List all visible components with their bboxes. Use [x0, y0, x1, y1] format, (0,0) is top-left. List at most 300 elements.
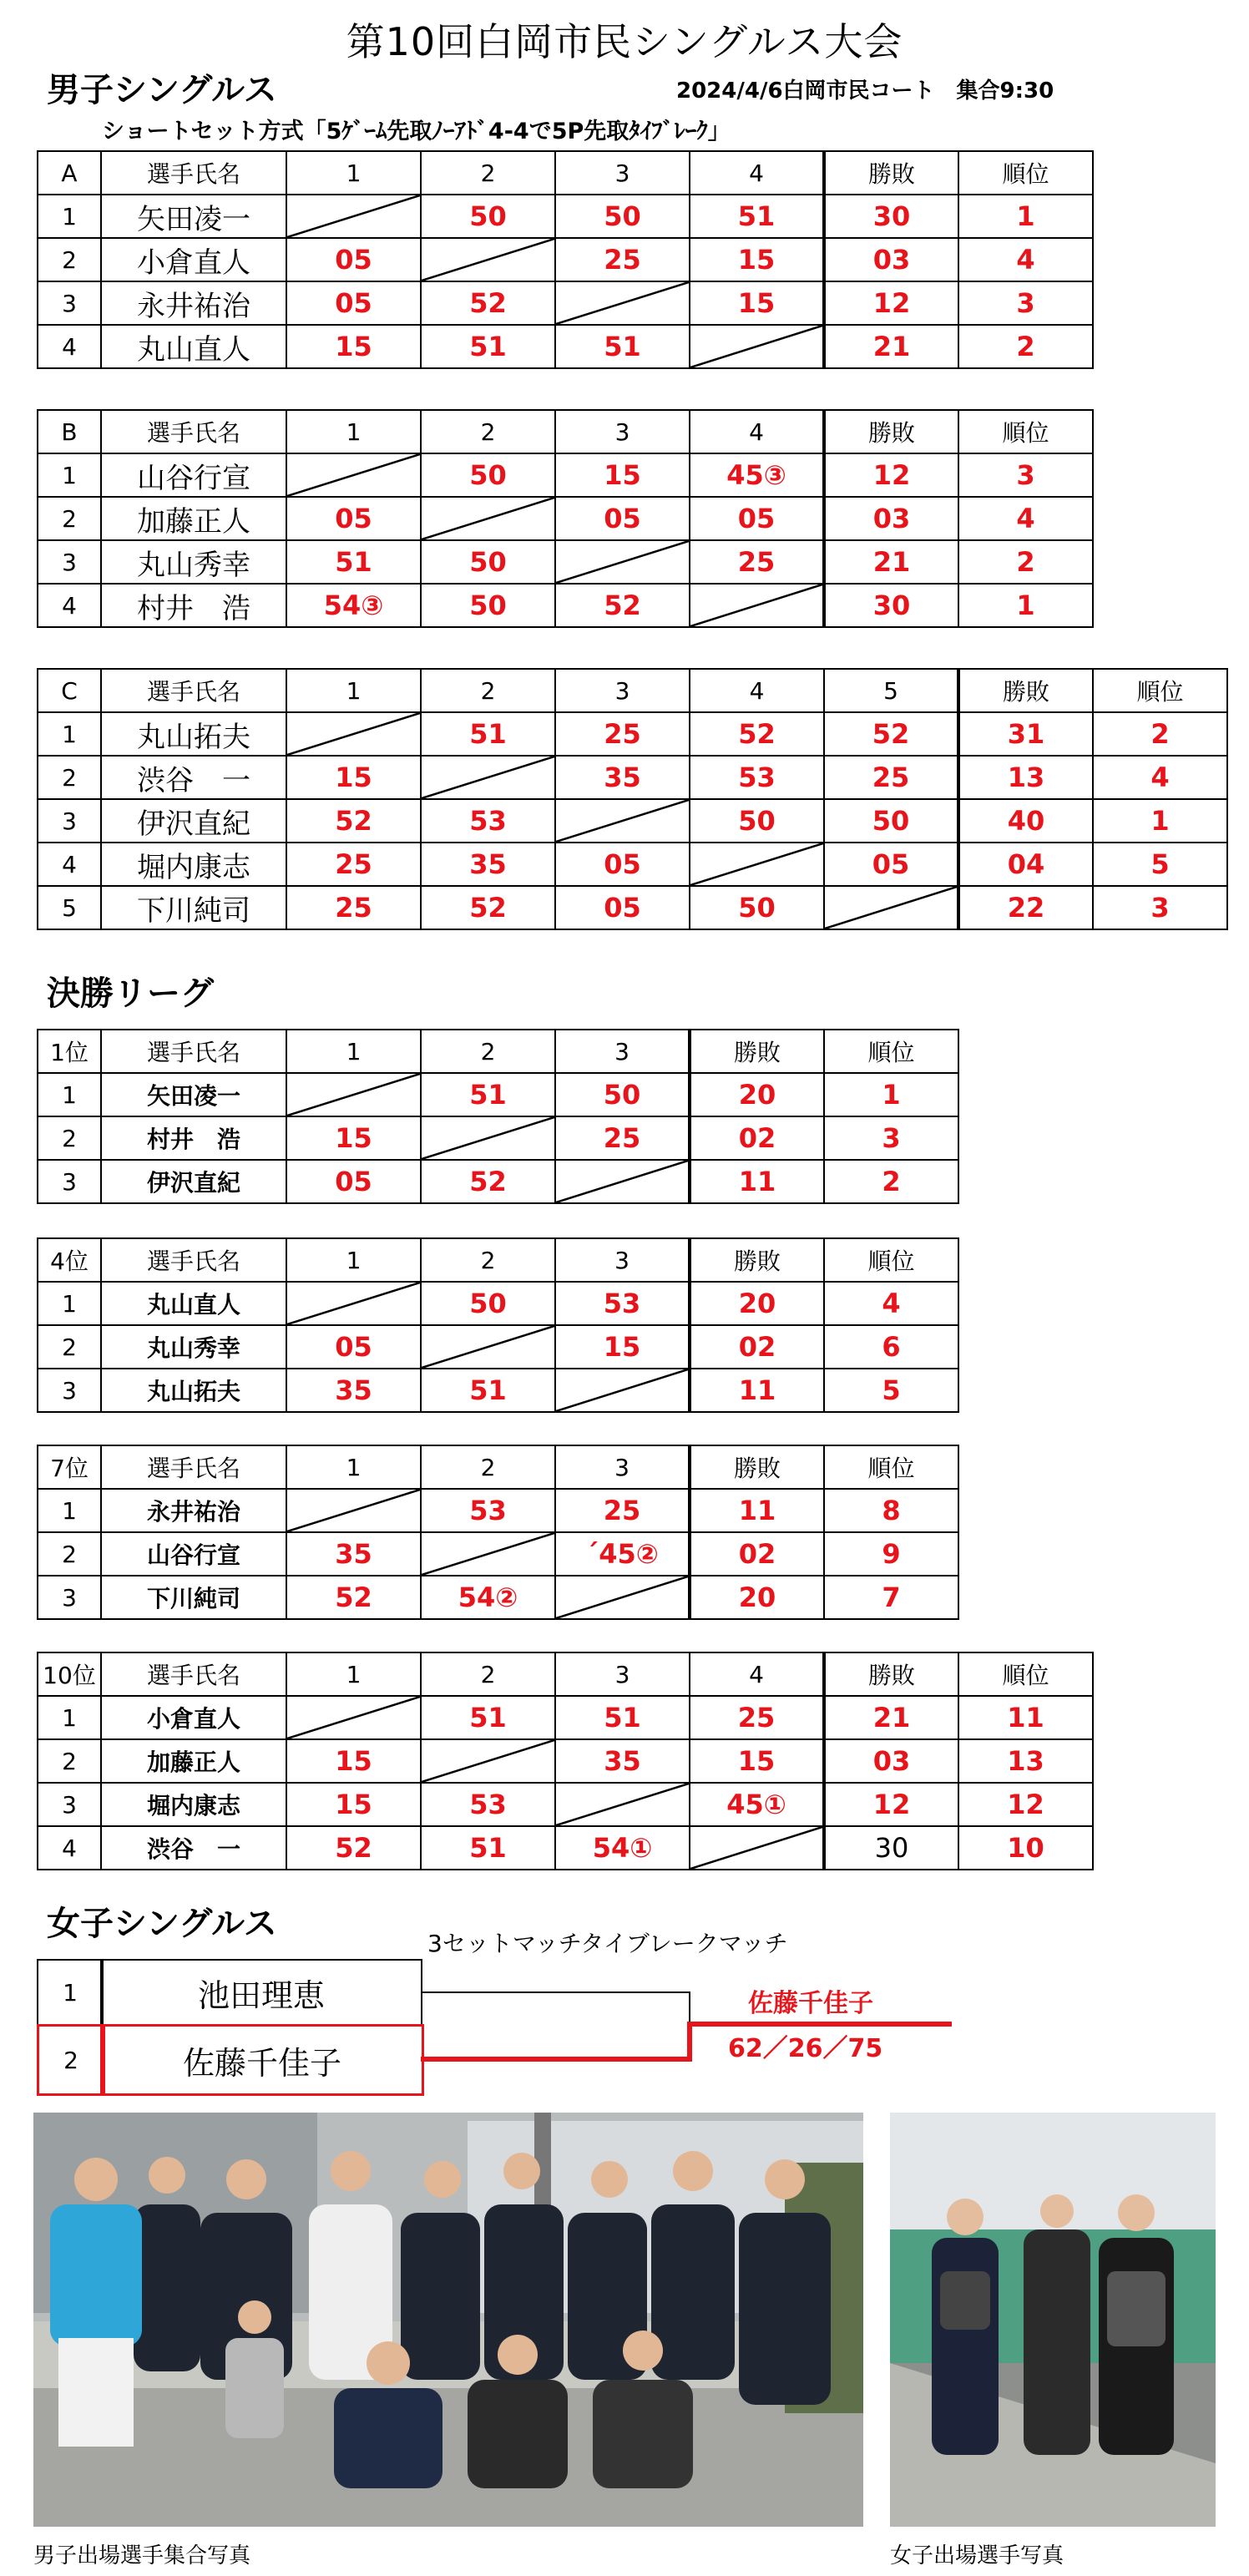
- match-score: 52: [286, 1576, 421, 1619]
- match-score: 50: [555, 1073, 690, 1116]
- match-score: 50: [421, 584, 555, 627]
- rank: 1: [1093, 799, 1227, 843]
- match-score: 15: [286, 1783, 421, 1826]
- player-number: 1: [38, 712, 101, 756]
- column-header: 勝敗: [690, 1445, 824, 1489]
- column-header: 1: [286, 1652, 421, 1696]
- match-score: 50: [421, 453, 555, 497]
- rank: 5: [1093, 843, 1227, 886]
- column-header: 選手氏名: [101, 1652, 286, 1696]
- match-score: 54①: [555, 1826, 690, 1870]
- player-name: 小倉直人: [101, 238, 286, 281]
- rank: 1: [958, 584, 1093, 627]
- rank: 4: [824, 1282, 958, 1325]
- player-number: 4: [38, 325, 101, 368]
- column-header: 勝敗: [690, 1030, 824, 1073]
- match-score: 51: [286, 540, 421, 584]
- match-score: 52: [824, 712, 958, 756]
- player-number: 1: [38, 453, 101, 497]
- player-name: 丸山秀幸: [101, 1325, 286, 1369]
- player-name: 山谷行宣: [101, 1532, 286, 1576]
- rank: 2: [958, 325, 1093, 368]
- format-note: ショートセット方式「5ｹﾞｰﾑ先取ﾉｰｱﾄﾞ4-4で5P先取ﾀｲﾌﾞﾚｰｸ」: [102, 119, 731, 144]
- match-score: 51: [421, 712, 555, 756]
- self-match-cell: [555, 1369, 690, 1412]
- win-loss: 11: [690, 1489, 824, 1532]
- women-format-note: 3セットマッチタイブレークマッチ: [427, 1930, 788, 1957]
- player-name: 村井 浩: [101, 1116, 286, 1160]
- rank: 10: [958, 1826, 1093, 1870]
- player-name: 永井祐治: [101, 281, 286, 325]
- self-match-cell: [824, 886, 958, 929]
- player-row: [38, 1489, 958, 1532]
- match-score: 15: [690, 281, 824, 325]
- match-score: 45③: [690, 453, 824, 497]
- match-score: 25: [555, 1116, 690, 1160]
- women-winner-name: 佐藤千佳子: [748, 1989, 873, 2018]
- player-number: 3: [38, 799, 101, 843]
- rank: 3: [958, 281, 1093, 325]
- column-header: 3: [555, 1030, 690, 1073]
- player-number: 3: [38, 540, 101, 584]
- column-header: 選手氏名: [101, 151, 286, 195]
- women-player-1-name: 池田理恵: [100, 1959, 422, 2026]
- group-label: 10位: [38, 1652, 101, 1696]
- self-match-cell: [286, 1073, 421, 1116]
- self-match-cell: [286, 1696, 421, 1739]
- self-match-cell: [421, 238, 555, 281]
- player-row: [38, 1160, 958, 1203]
- match-score: 50: [421, 195, 555, 238]
- match-score: 05: [555, 886, 690, 929]
- player-name: 丸山拓夫: [101, 1369, 286, 1412]
- column-header: 3: [555, 669, 690, 712]
- player-name: 小倉直人: [101, 1696, 286, 1739]
- self-match-cell: [421, 1325, 555, 1369]
- bracket-line-upper: [421, 1992, 690, 2022]
- column-header: 選手氏名: [101, 1030, 286, 1073]
- column-header: 1: [286, 410, 421, 453]
- rank: 4: [1093, 756, 1227, 799]
- group-label: 7位: [38, 1445, 101, 1489]
- column-header: 2: [421, 1652, 555, 1696]
- match-score: 51: [421, 1826, 555, 1870]
- rank: 2: [958, 540, 1093, 584]
- rank: 3: [1093, 886, 1227, 929]
- column-header: 順位: [824, 1445, 958, 1489]
- self-match-cell: [555, 799, 690, 843]
- player-number: 1: [38, 195, 101, 238]
- player-row: [38, 325, 1093, 368]
- men-singles-heading: 男子シングルス: [47, 71, 277, 109]
- rank: 2: [1093, 712, 1227, 756]
- player-row: [38, 497, 1093, 540]
- match-score: 15: [286, 756, 421, 799]
- player-name: 村井 浩: [101, 584, 286, 627]
- match-score: 15: [286, 1116, 421, 1160]
- player-row: [38, 453, 1093, 497]
- rank: 2: [824, 1160, 958, 1203]
- column-header: 4: [690, 669, 824, 712]
- player-number: 4: [38, 584, 101, 627]
- match-score: 50: [555, 195, 690, 238]
- column-header: 1: [286, 669, 421, 712]
- rank: 13: [958, 1739, 1093, 1783]
- player-row: [38, 1826, 1093, 1870]
- match-score: 53: [690, 756, 824, 799]
- group-label: 4位: [38, 1238, 101, 1282]
- win-loss: 13: [958, 756, 1093, 799]
- player-row: [38, 799, 1227, 843]
- player-name: 下川純司: [101, 886, 286, 929]
- match-score: 25: [824, 756, 958, 799]
- women-photo: [890, 2113, 1216, 2527]
- match-score: 53: [555, 1282, 690, 1325]
- rank: 1: [824, 1073, 958, 1116]
- win-loss: 40: [958, 799, 1093, 843]
- match-score: 35: [286, 1369, 421, 1412]
- match-score: 51: [555, 1696, 690, 1739]
- player-name: 渋谷 一: [101, 756, 286, 799]
- player-name: 矢田凌一: [101, 195, 286, 238]
- self-match-cell: [286, 453, 421, 497]
- player-name: 丸山直人: [101, 325, 286, 368]
- player-name: 下川純司: [101, 1576, 286, 1619]
- player-row: [38, 886, 1227, 929]
- player-number: 3: [38, 1576, 101, 1619]
- match-score: 54③: [286, 584, 421, 627]
- match-score: ´45②: [555, 1532, 690, 1576]
- player-number: 2: [38, 497, 101, 540]
- player-number: 1: [38, 1696, 101, 1739]
- column-header: 勝敗: [824, 1652, 958, 1696]
- player-number: 5: [38, 886, 101, 929]
- column-header: 選手氏名: [101, 669, 286, 712]
- player-name: 渋谷 一: [101, 1826, 286, 1870]
- player-number: 1: [38, 1073, 101, 1116]
- win-loss: 20: [690, 1282, 824, 1325]
- column-header: 2: [421, 669, 555, 712]
- match-score: 05: [555, 497, 690, 540]
- column-header: 3: [555, 1445, 690, 1489]
- column-header: 勝敗: [690, 1238, 824, 1282]
- group-label: 1位: [38, 1030, 101, 1073]
- rank: 11: [958, 1696, 1093, 1739]
- women-photo-caption: 女子出場選手写真: [890, 2543, 1064, 2568]
- column-header: 選手氏名: [101, 410, 286, 453]
- men-photo-caption: 男子出場選手集合写真: [33, 2543, 251, 2568]
- win-loss: 22: [958, 886, 1093, 929]
- column-header: 勝敗: [824, 410, 958, 453]
- match-score: 51: [421, 1073, 555, 1116]
- player-row: [38, 1282, 958, 1325]
- match-score: 52: [286, 799, 421, 843]
- date-venue-info: 2024/4/6白岡市民コート 集合9:30: [676, 78, 1054, 104]
- player-number: 3: [38, 1160, 101, 1203]
- player-name: 加藤正人: [101, 497, 286, 540]
- rank: 9: [824, 1532, 958, 1576]
- rank: 6: [824, 1325, 958, 1369]
- player-row: [38, 540, 1093, 584]
- self-match-cell: [421, 1532, 555, 1576]
- player-row: [38, 843, 1227, 886]
- match-score: 52: [286, 1826, 421, 1870]
- match-score: 54②: [421, 1576, 555, 1619]
- match-score: 52: [555, 584, 690, 627]
- match-score: 35: [555, 756, 690, 799]
- self-match-cell: [555, 1783, 690, 1826]
- win-loss: 30: [824, 584, 958, 627]
- player-row: [38, 1325, 958, 1369]
- rank: 8: [824, 1489, 958, 1532]
- win-loss: 21: [824, 540, 958, 584]
- player-number: 2: [38, 1116, 101, 1160]
- rank: 3: [824, 1116, 958, 1160]
- match-score: 05: [690, 497, 824, 540]
- player-row: [38, 1696, 1093, 1739]
- column-header: 1: [286, 1238, 421, 1282]
- match-score: 52: [690, 712, 824, 756]
- match-score: 35: [286, 1532, 421, 1576]
- match-score: 15: [555, 453, 690, 497]
- match-score: 53: [421, 1489, 555, 1532]
- win-loss: 03: [824, 497, 958, 540]
- player-row: [38, 756, 1227, 799]
- player-row: [38, 1116, 958, 1160]
- group-label: C: [38, 669, 101, 712]
- match-score: 05: [286, 238, 421, 281]
- self-match-cell: [690, 843, 824, 886]
- column-header: 順位: [824, 1030, 958, 1073]
- match-score: 51: [555, 325, 690, 368]
- self-match-cell: [690, 325, 824, 368]
- column-header: 順位: [958, 1652, 1093, 1696]
- column-header: 3: [555, 1238, 690, 1282]
- player-row: [38, 281, 1093, 325]
- win-loss: 30: [824, 195, 958, 238]
- page-title: 第10回白岡市民シングルス大会: [346, 19, 903, 64]
- rank: 4: [958, 497, 1093, 540]
- win-loss: 12: [824, 453, 958, 497]
- match-score: 25: [286, 843, 421, 886]
- win-loss: 02: [690, 1532, 824, 1576]
- self-match-cell: [286, 195, 421, 238]
- match-score: 53: [421, 1783, 555, 1826]
- match-score: 35: [555, 1739, 690, 1783]
- match-score: 45①: [690, 1783, 824, 1826]
- player-number: 1: [38, 1282, 101, 1325]
- match-score: 05: [824, 843, 958, 886]
- player-number: 3: [38, 1783, 101, 1826]
- column-header: 4: [690, 1652, 824, 1696]
- player-name: 堀内康志: [101, 1783, 286, 1826]
- win-loss: 20: [690, 1576, 824, 1619]
- rank: 12: [958, 1783, 1093, 1826]
- finals-table-3: [37, 1652, 1094, 1870]
- column-header: 順位: [1093, 669, 1227, 712]
- final-league-heading: 決勝リーグ: [47, 974, 214, 1013]
- group-label: A: [38, 151, 101, 195]
- player-name: 加藤正人: [101, 1739, 286, 1783]
- match-score: 51: [690, 195, 824, 238]
- match-score: 51: [421, 325, 555, 368]
- match-score: 25: [555, 238, 690, 281]
- match-score: 25: [555, 712, 690, 756]
- self-match-cell: [690, 584, 824, 627]
- column-header: 順位: [824, 1238, 958, 1282]
- groups-table-1: [37, 409, 1094, 628]
- match-score: 50: [421, 1282, 555, 1325]
- column-header: 2: [421, 1030, 555, 1073]
- column-header: 4: [690, 151, 824, 195]
- column-header: 1: [286, 1445, 421, 1489]
- column-header: 4: [690, 410, 824, 453]
- column-header: 3: [555, 151, 690, 195]
- player-name: 丸山直人: [101, 1282, 286, 1325]
- player-row: [38, 1783, 1093, 1826]
- player-number: 4: [38, 1826, 101, 1870]
- women-player-1-no: 1: [37, 1959, 104, 2026]
- player-row: [38, 1073, 958, 1116]
- finals-table-0: [37, 1029, 959, 1204]
- player-row: [38, 584, 1093, 627]
- player-number: 4: [38, 843, 101, 886]
- player-name: 堀内康志: [101, 843, 286, 886]
- match-score: 15: [286, 325, 421, 368]
- self-match-cell: [286, 712, 421, 756]
- player-number: 2: [38, 1532, 101, 1576]
- rank: 1: [958, 195, 1093, 238]
- self-match-cell: [690, 1826, 824, 1870]
- player-number: 2: [38, 238, 101, 281]
- match-score: 51: [421, 1696, 555, 1739]
- column-header: 2: [421, 1445, 555, 1489]
- player-number: 2: [38, 1739, 101, 1783]
- player-name: 丸山秀幸: [101, 540, 286, 584]
- self-match-cell: [286, 1282, 421, 1325]
- win-loss: 20: [690, 1073, 824, 1116]
- player-row: [38, 1576, 958, 1619]
- player-name: 伊沢直紀: [101, 799, 286, 843]
- win-loss: 03: [824, 1739, 958, 1783]
- match-score: 50: [824, 799, 958, 843]
- match-score: 35: [421, 843, 555, 886]
- column-header: 2: [421, 1238, 555, 1282]
- win-loss: 31: [958, 712, 1093, 756]
- column-header: 1: [286, 1030, 421, 1073]
- match-score: 15: [690, 238, 824, 281]
- column-header: 勝敗: [824, 151, 958, 195]
- finals-table-2: [37, 1445, 959, 1620]
- bracket-lines: [417, 1979, 968, 2088]
- column-header: 3: [555, 410, 690, 453]
- self-match-cell: [421, 1116, 555, 1160]
- match-score: 50: [690, 886, 824, 929]
- match-score: 50: [690, 799, 824, 843]
- column-header: 選手氏名: [101, 1445, 286, 1489]
- women-final-score: 62／26／75: [728, 2034, 883, 2063]
- rank: 7: [824, 1576, 958, 1619]
- player-row: [38, 1739, 1093, 1783]
- match-score: 05: [286, 497, 421, 540]
- women-player-2-name: 佐藤千佳子: [100, 2024, 424, 2096]
- match-score: 53: [421, 799, 555, 843]
- column-header: 2: [421, 410, 555, 453]
- column-header: 3: [555, 1652, 690, 1696]
- player-name: 伊沢直紀: [101, 1160, 286, 1203]
- column-header: 2: [421, 151, 555, 195]
- match-score: 25: [690, 1696, 824, 1739]
- column-header: 勝敗: [958, 669, 1093, 712]
- self-match-cell: [421, 1739, 555, 1783]
- player-row: [38, 195, 1093, 238]
- column-header: 選手氏名: [101, 1238, 286, 1282]
- match-score: 15: [286, 1739, 421, 1783]
- player-name: 丸山拓夫: [101, 712, 286, 756]
- match-score: 25: [286, 886, 421, 929]
- player-row: [38, 712, 1227, 756]
- match-score: 50: [421, 540, 555, 584]
- rank: 5: [824, 1369, 958, 1412]
- player-number: 2: [38, 1325, 101, 1369]
- player-number: 2: [38, 756, 101, 799]
- rank: 4: [958, 238, 1093, 281]
- win-loss: 30: [824, 1826, 958, 1870]
- player-name: 山谷行宣: [101, 453, 286, 497]
- self-match-cell: [421, 756, 555, 799]
- finals-table-1: [37, 1237, 959, 1413]
- match-score: 15: [555, 1325, 690, 1369]
- self-match-cell: [555, 1160, 690, 1203]
- player-row: [38, 1532, 958, 1576]
- win-loss: 11: [690, 1369, 824, 1412]
- win-loss: 12: [824, 1783, 958, 1826]
- column-header: 1: [286, 151, 421, 195]
- column-header: 5: [824, 669, 958, 712]
- win-loss: 21: [824, 325, 958, 368]
- column-header: 順位: [958, 410, 1093, 453]
- self-match-cell: [286, 1489, 421, 1532]
- self-match-cell: [555, 540, 690, 584]
- win-loss: 04: [958, 843, 1093, 886]
- win-loss: 02: [690, 1325, 824, 1369]
- player-row: [38, 238, 1093, 281]
- self-match-cell: [555, 1576, 690, 1619]
- match-score: 05: [286, 281, 421, 325]
- win-loss: 03: [824, 238, 958, 281]
- match-score: 25: [690, 540, 824, 584]
- men-group-photo: [33, 2113, 863, 2527]
- player-name: 矢田凌一: [101, 1073, 286, 1116]
- match-score: 15: [690, 1739, 824, 1783]
- self-match-cell: [421, 497, 555, 540]
- groups-table-0: [37, 150, 1094, 369]
- match-score: 25: [555, 1489, 690, 1532]
- groups-table-2: [37, 668, 1228, 930]
- match-score: 51: [421, 1369, 555, 1412]
- column-header: 順位: [958, 151, 1093, 195]
- match-score: 05: [555, 843, 690, 886]
- women-player-2-no: 2: [37, 2024, 105, 2096]
- match-score: 52: [421, 886, 555, 929]
- player-name: 永井祐治: [101, 1489, 286, 1532]
- match-score: 52: [421, 281, 555, 325]
- match-score: 05: [286, 1325, 421, 1369]
- win-loss: 11: [690, 1160, 824, 1203]
- win-loss: 02: [690, 1116, 824, 1160]
- player-number: 3: [38, 281, 101, 325]
- match-score: 05: [286, 1160, 421, 1203]
